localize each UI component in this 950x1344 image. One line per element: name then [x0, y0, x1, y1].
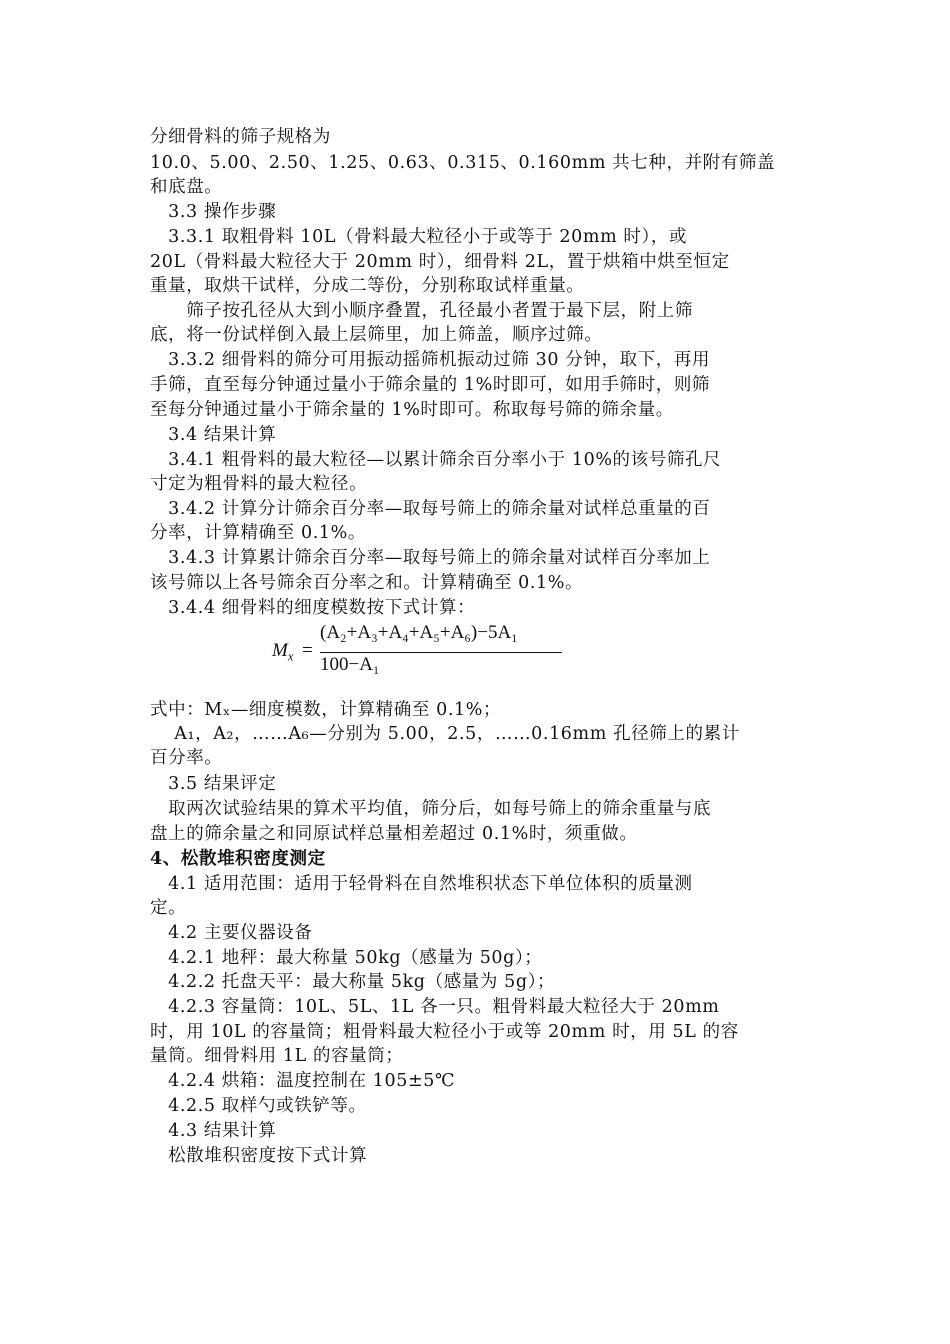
- text-line: 盘上的筛余量之和同原试样总量相差超过 0.1%时，须重做。: [150, 824, 638, 844]
- section-heading: 3.4 结果计算: [150, 425, 277, 445]
- section-heading: 4.3 结果计算: [150, 1121, 277, 1141]
- text-line: 4.2.3 容量筒：10L、5L、1L 各一只。粗骨料最大粒径大于 20mm: [150, 997, 720, 1017]
- text-line: 式中：Mₓ—细度模数，计算精确至 0.1%；: [150, 700, 502, 720]
- text-line: 底，将一份试样倒入最上层筛里，加上筛盖，顺序过筛。: [150, 325, 603, 345]
- section-heading: 3.3 操作步骤: [150, 202, 277, 222]
- text-line: 至每分钟通过量小于筛余量的 1%时即可。称取每号筛的筛余量。: [150, 400, 674, 420]
- section-heading: 4.2 主要仪器设备: [150, 923, 313, 943]
- text-line: 4.2.5 取样勺或铁铲等。: [150, 1096, 367, 1116]
- text-line: 该号筛以上各号筛余百分率之和。计算精确至 0.1%。: [150, 573, 584, 593]
- text-line: 3.4.2 计算分计筛余百分率—取每号筛上的筛余量对试样总重量的百: [150, 499, 711, 519]
- formula-equals: =: [302, 640, 313, 661]
- text-line: 3.4.4 细骨料的细度模数按下式计算：: [150, 598, 476, 618]
- text-line: 分率，计算精确至 0.1%。: [150, 523, 366, 543]
- fineness-modulus-formula: [272, 622, 572, 682]
- text-line: 寸定为粗骨料的最大粒径。: [150, 474, 368, 494]
- formula-denominator: 100−A₁: [320, 654, 380, 675]
- text-line: 取两次试验结果的算术平均值，筛分后，如每号筛上的筛余重量与底: [150, 799, 712, 819]
- text-line: 定。: [150, 898, 187, 918]
- text-line: 4.2.2 托盘天平：最大称量 5kg（感量为 5g）；: [150, 972, 556, 992]
- text-line: 3.4.3 计算累计筛余百分率—取每号筛上的筛余量对试样百分率加上: [150, 548, 711, 568]
- text-line: 3.4.1 粗骨料的最大粒径—以累计筛余百分率小于 10%的该号筛孔尺: [150, 450, 722, 470]
- text-line: 3.3.1 取粗骨料 10L（骨料最大粒径小于或等于 20mm 时），或: [150, 227, 688, 247]
- formula-lhs: $M_x$: [272, 640, 294, 664]
- text-line: 重量，取烘干试样，分成二等份，分别称取试样重量。: [150, 276, 585, 296]
- text-line: 4.2.1 地秤：最大称量 50kg（感量为 50g）；: [150, 948, 543, 968]
- section-heading: 3.5 结果评定: [150, 774, 277, 794]
- text-line: 3.3.2 细骨料的筛分可用振动摇筛机振动过筛 30 分钟，取下，再用: [150, 350, 711, 370]
- text-line: 分细骨料的筛子规格为: [150, 127, 331, 147]
- text-line: 筛子按孔径从大到小顺序叠置，孔径最小者置于最下层，附上筛: [150, 301, 693, 321]
- text-line: 4.1 适用范围：适用于轻骨料在自然堆积状态下单位体积的质量测: [150, 874, 693, 894]
- text-line: 量筒。细骨料用 1L 的容量筒；: [150, 1046, 404, 1066]
- text-line: 时，用 10L 的容量筒；粗骨料最大粒径小于或等 20mm 时，用 5L 的容: [150, 1022, 739, 1042]
- text-line: 4.2.4 烘箱：温度控制在 105±5℃: [150, 1071, 456, 1091]
- formula-numerator: (A₂+A₃+A₄+A₅+A₆)−5A₁: [320, 622, 518, 643]
- chapter-heading: 4、松散堆积密度测定: [150, 849, 326, 869]
- text-line: A₁，A₂，……A₆—分别为 5.00，2.5，……0.16mm 孔径筛上的累计: [150, 724, 740, 744]
- text-line: 松散堆积密度按下式计算: [150, 1146, 368, 1166]
- fraction-bar: [320, 652, 562, 653]
- text-line: 手筛，直至每分钟通过量小于筛余量的 1%时即可，如用手筛时，则筛: [150, 375, 711, 395]
- text-line: 20L（骨料最大粒径大于 20mm 时），细骨料 2L，置于烘箱中烘至恒定: [150, 252, 730, 272]
- text-line: 百分率。: [150, 748, 223, 768]
- text-line: 10.0、5.00、2.50、1.25、0.63、0.315、0.160mm 共七种，并附有筛盖: [150, 153, 776, 173]
- text-line: 和底盘。: [150, 177, 223, 197]
